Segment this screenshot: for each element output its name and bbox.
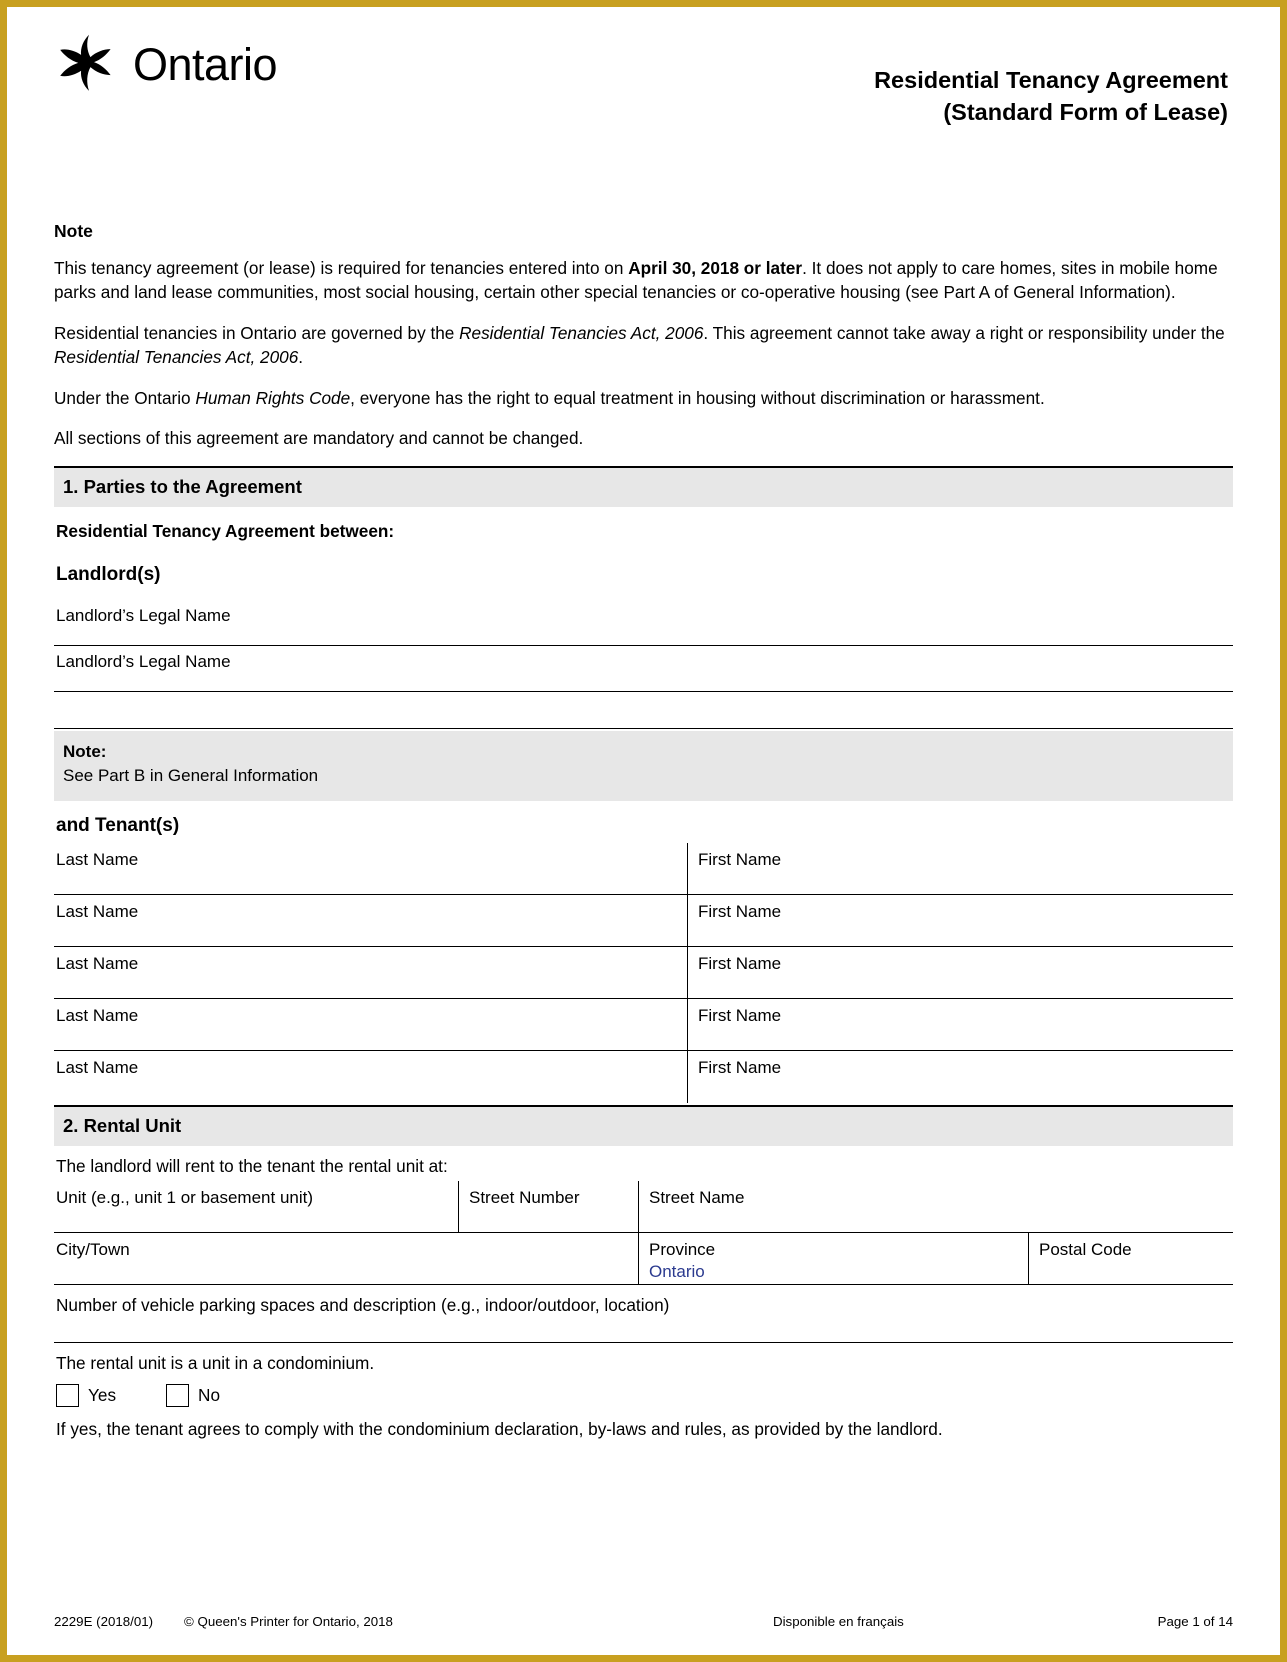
tenant-last-name-label-3: Last Name: [54, 947, 688, 998]
rental-unit-address-row-1[interactable]: [54, 1181, 1233, 1233]
footer-page-number: Page 1 of 14: [1157, 1614, 1233, 1629]
page-title: [874, 29, 1240, 128]
page-title-line1: Residential Tenancy Agreement: [874, 67, 1228, 93]
tenant-row-3[interactable]: [54, 947, 1233, 999]
note-p2-c: .: [298, 347, 304, 368]
tenant-last-name-label-5: Last Name: [54, 1051, 688, 1103]
note-paragraph-3: [54, 386, 1233, 410]
city-town-label: City/Town: [54, 1233, 639, 1284]
tenant-names-table: [54, 843, 1233, 1103]
condo-no-checkbox[interactable]: [166, 1384, 189, 1407]
condominium-question: The rental unit is a unit in a condominium.: [56, 1352, 375, 1373]
note-paragraph-2: [54, 321, 1233, 370]
footer-copyright: © Queen's Printer for Ontario, 2018: [184, 1614, 393, 1629]
tenant-last-name-label-4: Last Name: [54, 999, 688, 1050]
tenant-last-name-label-2: Last Name: [54, 895, 688, 946]
ontario-wordmark: Ontario: [133, 39, 278, 90]
province-field[interactable]: [639, 1233, 1029, 1284]
tenant-first-name-label-1: First Name: [698, 849, 782, 869]
tenant-last-name-label-1: Last Name: [54, 843, 688, 894]
note-p3-a: Under the Ontario: [54, 387, 196, 408]
unit-label: Unit (e.g., unit 1 or basement unit): [54, 1181, 459, 1232]
tenant-first-name-label-3: First Name: [698, 953, 782, 973]
condominium-checkbox-row: [54, 1374, 1233, 1407]
landlord-legal-name-field-1[interactable]: [54, 600, 1233, 646]
condo-yes-label: Yes: [88, 1384, 117, 1405]
tenant-first-name-label-5: First Name: [698, 1057, 782, 1077]
tenants-heading: and Tenant(s): [56, 814, 180, 836]
postal-code-label: Postal Code: [1039, 1239, 1132, 1259]
note-p1-bold: April 30, 2018 or later: [628, 258, 803, 278]
trillium-icon: [53, 29, 125, 101]
condo-no-label: No: [198, 1384, 221, 1405]
landlords-heading: Landlord(s): [56, 563, 161, 585]
note-p2-italic-2: Residential Tenancies Act, 2006: [54, 347, 299, 368]
footer-form-code: 2229E (2018/01): [54, 1614, 154, 1629]
document-header: [47, 29, 1240, 149]
document-page: [7, 7, 1280, 1655]
section-2-header: 2. Rental Unit: [54, 1105, 1233, 1146]
note-paragraph-4: All sections of this agreement are mandatory and cannot be changed.: [54, 428, 584, 449]
document-content: [47, 221, 1240, 1440]
note-p2-italic-1: Residential Tenancies Act, 2006: [459, 322, 704, 343]
note-p1-b: . It does not apply to care homes, sites in mobile home parks and land lease communities, most social housing, certain other special tenancies or co-operative housing (see Part A of General Information).: [54, 258, 1218, 303]
condo-yes-checkbox[interactable]: [56, 1384, 79, 1407]
tenant-row-5[interactable]: [54, 1051, 1233, 1103]
landlord-legal-name-label-1: Landlord’s Legal Name: [56, 605, 231, 625]
footer-french-link: Disponible en français: [773, 1614, 904, 1629]
street-name-label: Street Name: [649, 1187, 745, 1207]
landlord-legal-name-field-2[interactable]: [54, 646, 1233, 692]
note-paragraph-1: [54, 256, 1233, 305]
note-p2-b: . This agreement cannot take away a right or responsibility under the: [703, 322, 1225, 343]
page-footer: [54, 1614, 1233, 1629]
street-number-label: Street Number: [459, 1181, 639, 1232]
note-p1-a: This tenancy agreement (or lease) is required for tenancies entered into on: [54, 258, 629, 278]
rental-unit-address-row-2[interactable]: [54, 1233, 1233, 1285]
note-p3-italic: Human Rights Code: [195, 387, 351, 408]
section-1-header: 1. Parties to the Agreement: [54, 466, 1233, 507]
province-value: Ontario: [649, 1261, 705, 1281]
tenant-first-name-label-2: First Name: [698, 901, 782, 921]
tenant-row-4[interactable]: [54, 999, 1233, 1051]
condominium-note: If yes, the tenant agrees to comply with the condominium declaration, by-laws and rules, as provided by the landlord.: [56, 1418, 943, 1439]
tenant-first-name-label-4: First Name: [698, 1005, 782, 1025]
province-label: Province: [649, 1239, 716, 1259]
page-title-line2: (Standard Form of Lease): [943, 98, 1228, 125]
landlord-extra-line[interactable]: [54, 692, 1233, 729]
general-information-note: [54, 731, 1233, 801]
general-information-note-title: Note:: [63, 741, 107, 761]
note-heading: Note: [54, 221, 93, 241]
landlord-legal-name-label-2: Landlord’s Legal Name: [56, 651, 231, 671]
parking-spaces-field[interactable]: [54, 1285, 1233, 1343]
agreement-between-label: Residential Tenancy Agreement between:: [56, 520, 395, 541]
note-p3-b: , everyone has the right to equal treatment in housing without discrimination or harassment.: [350, 387, 1045, 408]
rental-unit-intro: The landlord will rent to the tenant the rental unit at:: [56, 1155, 448, 1176]
parking-spaces-label: Number of vehicle parking spaces and description (e.g., indoor/outdoor, location): [56, 1294, 670, 1315]
tenant-row-1[interactable]: [54, 843, 1233, 895]
note-p2-a: Residential tenancies in Ontario are governed by the: [54, 322, 460, 343]
ontario-logo: [47, 29, 277, 101]
tenant-row-2[interactable]: [54, 895, 1233, 947]
general-information-note-text: See Part B in General Information: [63, 766, 319, 786]
